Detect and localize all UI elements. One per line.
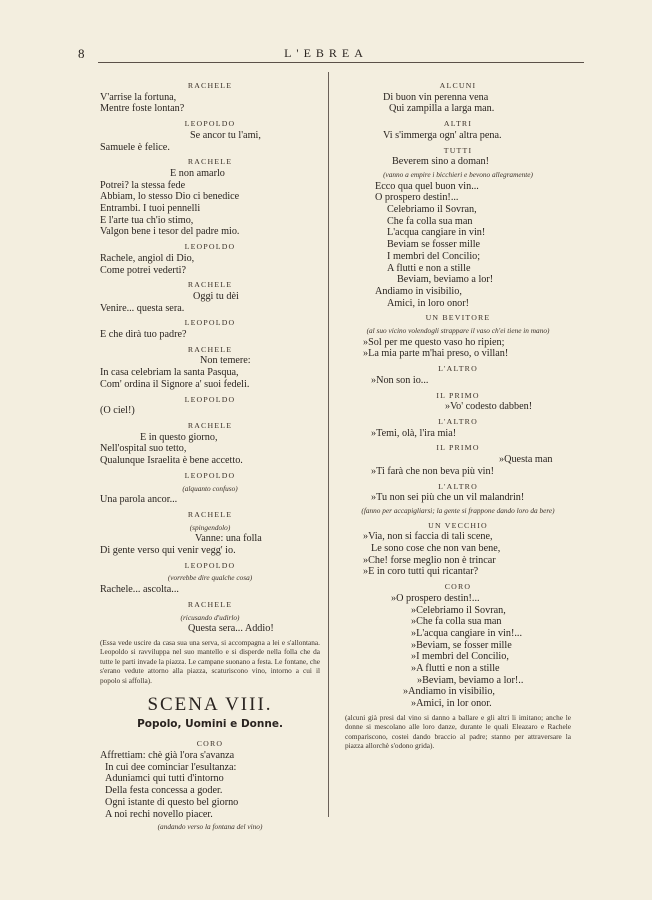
verse-line: »A flutti e non a stille — [411, 663, 500, 675]
page-header — [0, 0, 652, 64]
verse-line: Di gente verso qui venir vegg' io. — [100, 545, 236, 557]
left-column — [100, 77, 320, 833]
verse-line: »Amici, in lor onor. — [411, 698, 492, 710]
verse-line: E non amarlo — [170, 167, 225, 179]
verse-line: Ecco qua quel buon vin... — [375, 180, 479, 192]
verse-line: »Questa man — [499, 454, 553, 466]
speaker-name: L'ALTRO — [438, 481, 478, 491]
speaker-name: RACHELE — [187, 599, 233, 609]
speaker-name: ALTRI — [443, 119, 473, 129]
verse-line: E in questo giorno, — [140, 431, 218, 443]
verse-line: Beviam, beviamo a lor! — [397, 274, 494, 286]
verse-line: In cui dee cominciar l'esultanza: — [105, 761, 237, 773]
speaker-name: LEOPOLDO — [184, 560, 236, 570]
stage-direction: (al suo vicino volendogli strappare il vaso ch'ei tiene in mano) — [366, 326, 550, 336]
verse-line: In casa celebriam la santa Pasqua, — [100, 367, 239, 379]
speaker-name: IL PRIMO — [436, 443, 480, 453]
verse-line: »E in coro tutti qui ricantar? — [363, 566, 479, 578]
verse-line: »Temi, olà, l'ira mia! — [371, 427, 457, 439]
verse-line: Nell'ospital suo tetto, — [100, 443, 187, 455]
stage-direction: (alquanto confuso) — [182, 483, 238, 493]
verse-line: Oggi tu dèi — [193, 290, 239, 302]
verse-line: »I membri del Concilio, — [411, 651, 509, 663]
verse-line: Se ancor tu l'ami, — [190, 129, 261, 141]
verse-line: »Che! forse meglio non è trincar — [363, 554, 496, 566]
speaker-name: LEOPOLDO — [184, 394, 236, 404]
verse-line: Mentre foste lontan? — [100, 103, 185, 115]
verse-line: V'arrise la fortuna, — [100, 91, 177, 103]
verse-line: Affrettiam: chè già l'ora s'avanza — [100, 750, 235, 762]
speaker-name: IL PRIMO — [436, 390, 480, 400]
speaker-name: TUTTI — [443, 145, 473, 155]
verse-line: »Ti farà che non beva più vin! — [371, 465, 494, 477]
speaker-name: RACHELE — [187, 280, 233, 290]
speaker-name: RACHELE — [187, 420, 233, 430]
page-number: 8 — [78, 46, 85, 61]
verse-line: Non temere: — [200, 355, 251, 367]
verse-line: A flutti e non a stille — [387, 262, 471, 274]
verse-line: E che dirà tuo padre? — [100, 329, 187, 341]
verse-line: Qualunque Israelita è bene accetto. — [100, 455, 243, 467]
stage-direction: (fanno per accapigliarsi; la gente si frappone dando loro da bere) — [361, 505, 555, 515]
verse-line: »O prospero destin!... — [391, 592, 480, 604]
column-divider — [328, 72, 329, 817]
speaker-name: LEOPOLDO — [184, 470, 236, 480]
verse-line: »Beviam, se fosser mille — [411, 639, 512, 651]
verse-line: Com' ordina il Signore a' suoi fedeli. — [100, 378, 250, 390]
speaker-name: L'ALTRO — [438, 364, 478, 374]
verse-line: »Tu non sei più che un vil malandrin! — [371, 492, 525, 504]
verse-line: Aduniamci qui tutti d'intorno — [105, 773, 224, 785]
verse-line: »Andiamo in visibilio, — [403, 686, 495, 698]
verse-line: Che fa colla sua man — [387, 215, 473, 227]
verse-line: »Vo' codesto dabben! — [445, 401, 533, 413]
running-title: L'EBREA — [284, 46, 368, 60]
verse-line: Andiamo in visibilio, — [375, 285, 462, 297]
speaker-name: LEOPOLDO — [184, 318, 236, 328]
verse-line: Beverem sino a doman! — [392, 156, 490, 168]
speaker-name: ALCUNI — [439, 81, 477, 90]
verse-line: L'acqua cangiare in vin! — [387, 227, 486, 239]
stage-direction: (vanno a empire i bicchieri e bevono allegramente) — [383, 169, 533, 179]
verse-line: Valgon bene i tesor del padre mio. — [100, 226, 240, 238]
verse-line: Amici, in loro onor! — [387, 297, 470, 309]
verse-line: Vanne: una folla — [195, 533, 262, 545]
speaker-name: RACHELE — [187, 509, 233, 519]
verse-line: Della festa concessa a goder. — [105, 785, 223, 797]
verse-line: O prospero destin!... — [375, 192, 459, 204]
speaker-name: UN VECCHIO — [428, 520, 488, 530]
verse-line: »La mia parte m'hai preso, o villan! — [363, 348, 509, 360]
verse-line: »Beviam, beviamo a lor!.. — [417, 674, 524, 686]
speaker-name: RACHELE — [187, 81, 233, 90]
stage-direction: (ricusando d'udirlo) — [180, 612, 240, 622]
stage-note: (Essa vede uscire da casa sua una serva, si accompagna a lei e s'allontana. Leopoldo si ravviluppa nel suo mantello e si disperde nella folla che da tutte le parti invade la piazza. Le campane suonano a festa. Le fontane, che s'erano vedute attorno alla piazza, scaturiscono vino, intorno a cui il popolo si affolla). — [100, 637, 320, 685]
verse-line: Ogni istante di questo bel giorno — [105, 796, 239, 808]
verse-line: (O ciel!) — [100, 405, 135, 417]
scene-cast: Popolo, Uomini e Donne. — [137, 717, 283, 730]
stage-direction: (vorrebbe dire qualche cosa) — [167, 573, 253, 583]
verse-line: Rachele, angiol di Dio, — [100, 252, 195, 264]
header-rule — [98, 62, 584, 63]
verse-line: Qui zampilla a larga man. — [389, 103, 495, 115]
speaker-name: L'ALTRO — [438, 416, 478, 426]
scene-title: SCENA VIII. — [147, 693, 273, 715]
verse-line: Le sono cose che non van bene, — [371, 543, 501, 555]
verse-line: Potrei? la stessa fede — [100, 179, 186, 191]
verse-line: »Non son io... — [371, 374, 429, 386]
verse-line: Come potrei vederti? — [100, 264, 186, 276]
verse-line: I membri del Concilio; — [387, 250, 481, 262]
speaker-name: RACHELE — [187, 344, 233, 354]
stage-note: (alcuni già presi dal vino si danno a ballare e gli altri li imitano; anche le donne si mescolano alle loro danze, durante le quali Eleazaro e Rachele compariscono, costei dando braccio al padre; stanno per attraversare la piazza allorchè s'odono grida). — [345, 712, 571, 751]
speaker-name: LEOPOLDO — [184, 119, 236, 129]
speaker-name: UN BEVITORE — [425, 313, 491, 323]
speaker-name: RACHELE — [187, 157, 233, 167]
right-column — [345, 77, 571, 750]
verse-line: Vi s'immerga ogn' altra pena. — [383, 129, 502, 141]
stage-direction: (andando verso la fontana del vino) — [157, 822, 263, 832]
speaker-name: CORO — [444, 582, 472, 592]
verse-line: Entrambi. I tuoi pennelli — [100, 203, 201, 215]
verse-line: E l'arte tua ch'io stimo, — [100, 214, 194, 226]
verse-line: »Via, non si faccia di tali scene, — [363, 531, 493, 543]
verse-line: »Sol per me questo vaso ho ripien; — [363, 336, 505, 348]
verse-line: Questa sera... Addio! — [188, 623, 274, 635]
stage-direction: (spingendolo) — [189, 522, 231, 532]
verse-line: »Che fa colla sua man — [411, 616, 502, 628]
verse-line: Beviam se fosser mille — [387, 239, 481, 251]
verse-line: »Celebriamo il Sovran, — [411, 604, 506, 616]
verse-line: Rachele... ascolta... — [100, 584, 179, 596]
speaker-name: CORO — [196, 739, 224, 749]
verse-line: Una parola ancor... — [100, 494, 178, 506]
speaker-name: LEOPOLDO — [184, 242, 236, 252]
verse-line: Di buon vin perenna vena — [383, 91, 489, 103]
verse-line: Venire... questa sera. — [100, 302, 185, 314]
verse-line: Abbiam, lo stesso Dio ci benedice — [100, 191, 240, 203]
verse-line: A noi rechi novello piacer. — [105, 808, 213, 820]
verse-line: Celebriamo il Sovran, — [387, 204, 477, 216]
verse-line: »L'acqua cangiare in vin!... — [411, 627, 523, 639]
verse-line: Samuele è felice. — [100, 141, 170, 153]
